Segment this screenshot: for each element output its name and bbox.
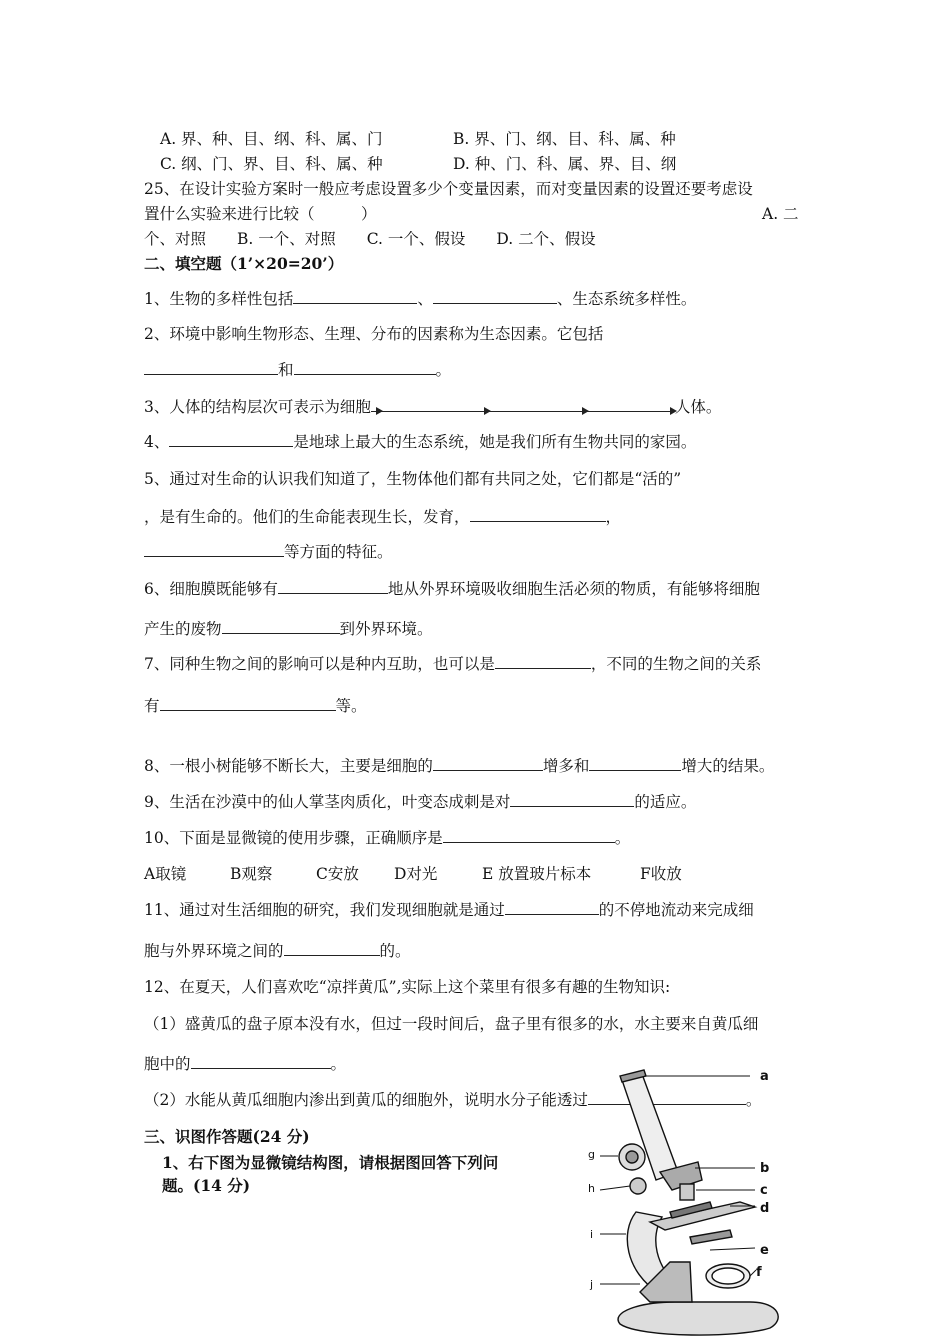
q1-text-c: 、生态系统多样性。 (556, 290, 697, 308)
q10-steps (144, 862, 682, 884)
q9-text-b: 的适应。 (634, 793, 697, 811)
answer-blank[interactable] (587, 398, 675, 412)
fill-q7c (144, 694, 367, 716)
option-b: B. 界、门、纲、目、科、属、种 (453, 130, 676, 148)
answer-blank[interactable] (160, 696, 336, 711)
fill-q6c (144, 617, 433, 639)
q12-1-text-c: 。 (330, 1055, 347, 1073)
fill-q8 (144, 754, 774, 776)
q7-text-b: ，不同的生物之间的关系 (590, 655, 762, 673)
q3-1-line1: 1、右下图为显微镜结构图，请根据图回答下列问 (162, 1153, 499, 1172)
q12-1-text-a: （1）盛黄瓜的盘子原本没有水，但过一段时间后，盘子里有很多的水，水主要来自黄瓜细 (144, 1015, 759, 1033)
q7-text-d: 等。 (335, 697, 367, 715)
q25-line2-right: A. 二 (762, 205, 799, 223)
q8-text-c: 增大的结果。 (681, 757, 775, 775)
step-item: C安放 (316, 865, 359, 883)
label-a: a (760, 1069, 769, 1084)
option-d: D. 种、门、科、属、界、目、纲 (453, 155, 677, 173)
q6-text-d: 到外界环境。 (339, 620, 433, 638)
q7-text-c: 有 (144, 697, 160, 715)
q5-text-d: 等方面的特征。 (284, 543, 393, 561)
q11-text-b: 的不停地流动来完成细 (598, 901, 754, 919)
step-item: E 放置玻片标本 (482, 865, 592, 883)
section-2-title: 二、填空题（1’×20=20’） (144, 254, 344, 273)
label-f: f (756, 1265, 762, 1280)
q5-text-b: ，是有生命的。他们的生命能表现生长，发育， (144, 508, 470, 526)
fill-q4 (144, 430, 696, 452)
fill-q5d (144, 540, 393, 562)
label-i: i (590, 1228, 594, 1241)
fill-q1 (144, 287, 696, 309)
fill-q2 (144, 358, 451, 380)
answer-blank[interactable] (433, 756, 543, 771)
q2-text-b: 和 (278, 361, 294, 379)
answer-blank[interactable] (495, 654, 591, 669)
label-h: h (588, 1182, 595, 1195)
q6-text-b: 地从外界环境吸收细胞生活必须的物质，有能够将细胞 (387, 580, 760, 598)
q3-text-a: 3、人体的结构层次可表示为细胞 (144, 398, 371, 416)
answer-blank[interactable] (489, 398, 587, 412)
answer-blank[interactable] (222, 619, 340, 634)
answer-blank[interactable] (433, 289, 557, 304)
q1-text-b: 、 (417, 290, 433, 308)
label-c: c (760, 1183, 768, 1198)
option-c: C. 纲、门、界、目、科、属、种 (160, 155, 383, 173)
q3-text-b: 人体。 (674, 398, 722, 416)
answer-blank[interactable] (381, 398, 489, 412)
q8-text-b: 增多和 (542, 757, 590, 775)
fill-q11a (144, 898, 754, 920)
q5-text-c: ， (605, 508, 622, 526)
answer-blank[interactable] (169, 432, 293, 447)
fill-q11c (144, 939, 411, 961)
q2-text-a: 2、环境中影响生物形态、生理、分布的因素称为生态因素。它包括 (144, 325, 604, 343)
q25-line2: 置什么实验来进行比较（ ） (144, 205, 377, 223)
answer-blank[interactable] (144, 360, 278, 375)
answer-blank[interactable] (144, 542, 284, 557)
q25-line1: 25、在设计实验方案时一般应考虑设置多少个变量因素，而对变量因素的设置还要考虑设 (144, 180, 753, 198)
q10-text-a: 10、下面是显微镜的使用步骤，正确顺序是 (144, 829, 443, 847)
answer-blank[interactable] (443, 828, 615, 843)
fill-q7a (144, 652, 761, 674)
label-b: b (760, 1161, 770, 1176)
fill-q9 (144, 790, 696, 812)
q3-1-line2: 题。(14 分) (162, 1176, 251, 1195)
answer-blank[interactable] (294, 360, 436, 375)
q4-text-a: 4、 (144, 433, 170, 451)
q8-text-a: 8、一根小树能够不断长大，主要是细胞的 (144, 757, 433, 775)
q2-text-c: 。 (435, 361, 452, 379)
option-a: A. 界、种、目、纲、科、属、门 (160, 130, 383, 148)
step-item: A取镜 (144, 865, 187, 883)
label-g: g (588, 1148, 595, 1161)
q6-text-a: 6、细胞膜既能够有 (144, 580, 278, 598)
fill-q6a (144, 577, 760, 599)
fill-q10 (144, 826, 630, 848)
q12-1-text-b: 胞中的 (144, 1055, 191, 1073)
q11-text-d: 的。 (379, 942, 411, 960)
answer-blank[interactable] (191, 1054, 331, 1069)
label-e: e (760, 1243, 769, 1258)
answer-blank[interactable] (278, 579, 388, 594)
label-j: j (590, 1278, 594, 1291)
answer-blank[interactable] (505, 900, 599, 915)
answer-blank[interactable] (589, 756, 681, 771)
q5-text-a: 5、通过对生命的认识我们知道了，生物体他们都有共同之处，它们都是“活的” (144, 470, 682, 488)
q12-text-a: 12、在夏天，人们喜欢吃“凉拌黄瓜”,实际上这个菜里有很多有趣的生物知识: (144, 978, 671, 996)
section-3-title: 三、识图作答题(24 分) (144, 1127, 310, 1146)
step-item: D对光 (394, 865, 438, 883)
q10-text-b: 。 (614, 829, 631, 847)
q4-text-b: 是地球上最大的生态系统，她是我们所有生物共同的家园。 (293, 433, 697, 451)
q11-text-a: 11、通过对生活细胞的研究，我们发现细胞就是通过 (144, 901, 505, 919)
step-item: B观察 (230, 865, 273, 883)
fill-q5b (144, 505, 621, 527)
q6-text-c: 产生的废物 (144, 620, 222, 638)
q1-text-a: 1、生物的多样性包括 (144, 290, 294, 308)
answer-blank[interactable] (284, 941, 380, 956)
q9-text-a: 9、生活在沙漠中的仙人掌茎肉质化，叶变态成刺是对 (144, 793, 511, 811)
answer-blank[interactable] (510, 792, 634, 807)
microscope-diagram (580, 1062, 810, 1344)
q12-2-text-b: 。 (745, 1091, 762, 1109)
q12-2-text-a: （2）水能从黄瓜细胞内渗出到黄瓜的细胞外，说明水分子能透过 (144, 1091, 588, 1109)
answer-blank[interactable] (470, 507, 606, 522)
fill-q3 (144, 395, 721, 417)
label-d: d (760, 1201, 770, 1216)
arrow-icon (371, 398, 381, 412)
q25-line3: 个、对照 B. 一个、对照 C. 一个、假设 D. 二个、假设 (144, 230, 596, 248)
answer-blank[interactable] (293, 289, 417, 304)
q11-text-c: 胞与外界环境之间的 (144, 942, 284, 960)
q7-text-a: 7、同种生物之间的影响可以是种内互助，也可以是 (144, 655, 495, 673)
fill-q12-1 (144, 1052, 346, 1074)
step-item: F收放 (640, 865, 682, 883)
